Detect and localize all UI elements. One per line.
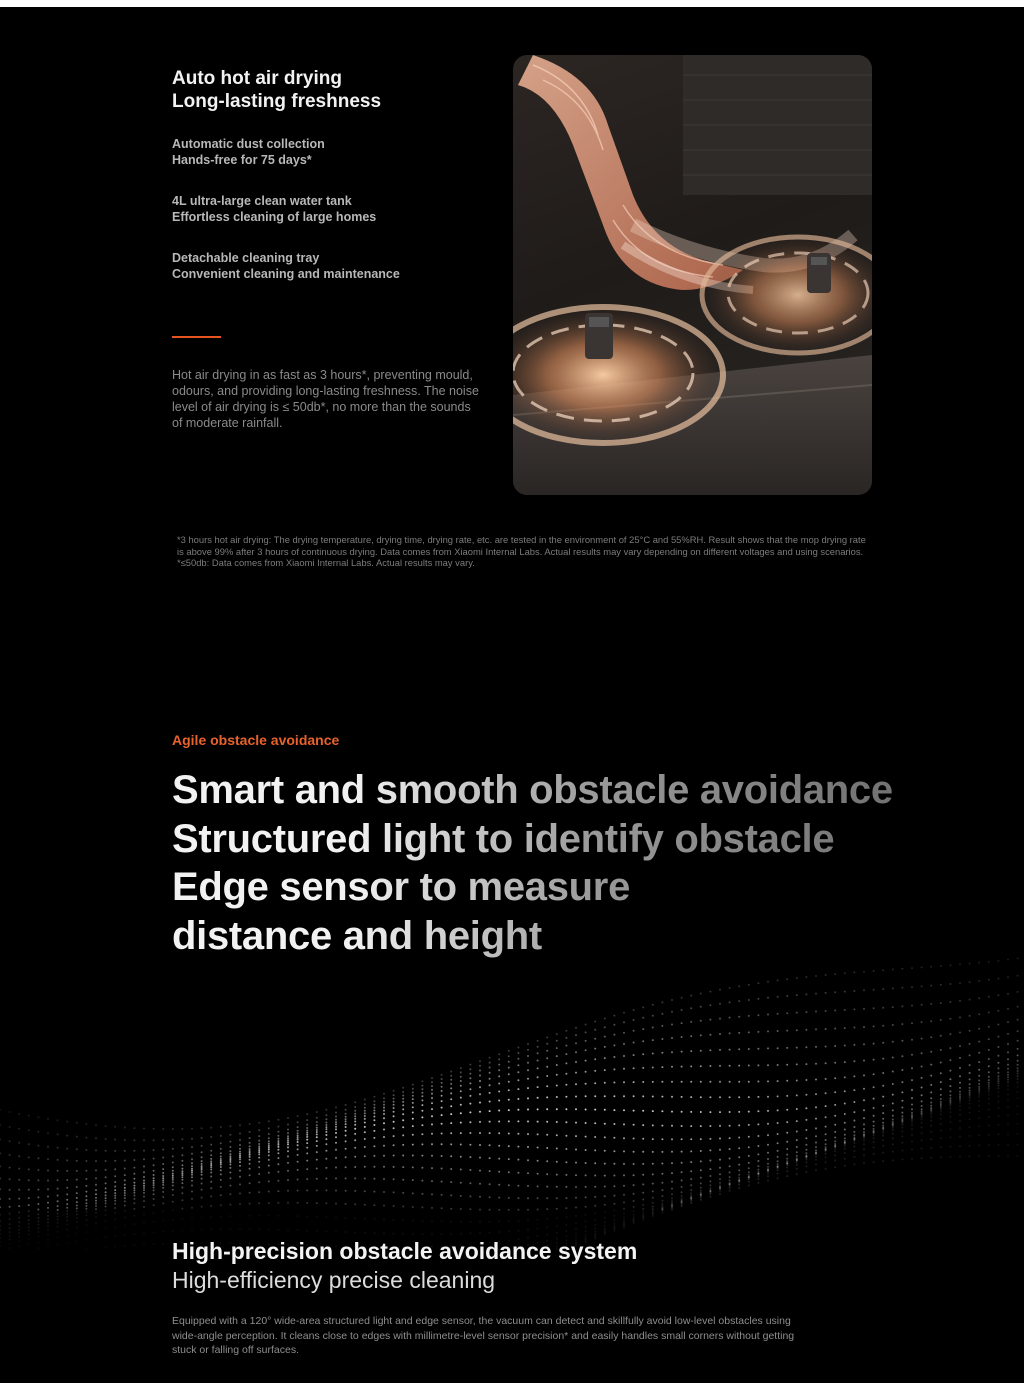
headline-line: Structured light to identify obstacle	[172, 815, 932, 864]
obstacle-headline	[172, 766, 972, 960]
accent-divider	[172, 336, 221, 338]
system-title: High-precision obstacle avoidance system	[172, 1238, 638, 1264]
mop-drying-illustration	[513, 55, 872, 495]
footnote-drying: *3 hours hot air drying: The drying temperature, drying time, drying rate, etc. are tested in the environment of 25°C and 55%RH. Result shows that the mop drying rate is above 99% after 3 hours of continuous drying. Data comes from Xiaomi Internal Labs. Actual results may vary depending on different voltages and using scenarios.	[177, 534, 866, 557]
drying-title	[172, 67, 492, 113]
footnotes	[177, 534, 867, 569]
feature-line1: Detachable cleaning tray	[172, 251, 320, 265]
section-eyebrow: Agile obstacle avoidance	[172, 732, 340, 748]
obstacle-avoidance-section	[0, 690, 1024, 1383]
drying-description: Hot air drying in as fast as 3 hours*, preventing mould, odours, and providing long-lasting freshness. The noise level of air drying is ≤ 50db*, no more than the sounds of moderate rainfall.	[172, 368, 479, 430]
feature-line1: Automatic dust collection	[172, 137, 325, 151]
feature-line1: 4L ultra-large clean water tank	[172, 194, 352, 208]
system-subtitle: High-efficiency precise cleaning	[172, 1267, 496, 1293]
feature-line2: Effortless cleaning of large homes	[172, 210, 377, 224]
headline-line: distance and height	[172, 912, 932, 961]
mop-drying-image	[513, 55, 872, 495]
feature-water-tank	[172, 193, 492, 225]
headline-line: Smart and smooth obstacle avoidance	[172, 766, 932, 815]
footnote-noise: *≤50db: Data comes from Xiaomi Internal Labs. Actual results may vary.	[177, 557, 475, 568]
feature-dust-collection	[172, 136, 492, 168]
top-border	[0, 0, 1024, 7]
hot-air-drying-section	[0, 7, 1024, 607]
feature-line2: Convenient cleaning and maintenance	[172, 267, 400, 281]
feature-line2: Hands-free for 75 days*	[172, 153, 312, 167]
headline-line: Edge sensor to measure	[172, 863, 932, 912]
feature-cleaning-tray	[172, 250, 492, 282]
system-description: Equipped with a 120° wide-area structured light and edge sensor, the vacuum can detect and skillfully avoid low-level obstacles using wide-angle perception. It cleans close to edges with millimetre-level sensor precision* and easily handles small corners without getting stuck or falling off surfaces.	[172, 1315, 795, 1357]
drying-title-line1: Auto hot air drying	[172, 68, 342, 89]
drying-title-line2: Long-lasting freshness	[172, 91, 382, 112]
